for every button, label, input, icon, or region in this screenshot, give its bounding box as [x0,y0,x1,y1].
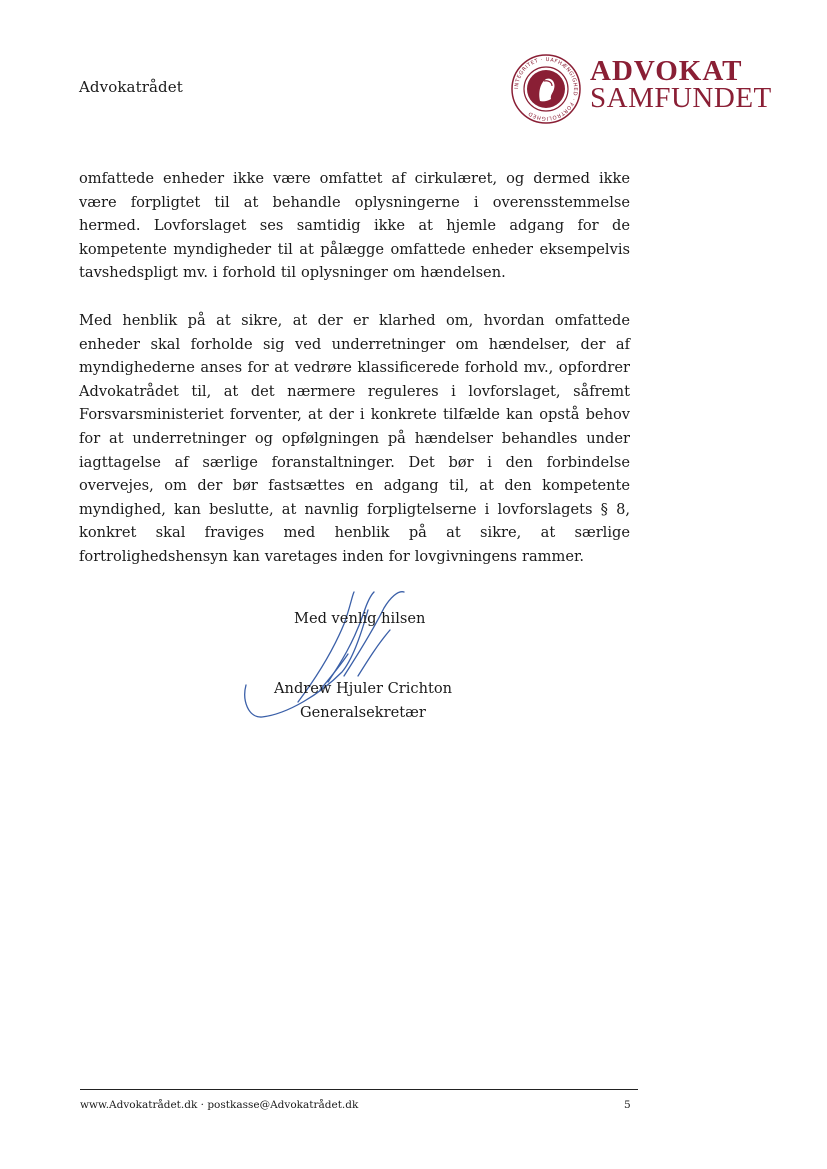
signatory-title: Generalsekretær [300,704,426,721]
footer-contact: www.Advokatrådet.dk · postkasse@Advokatrådet.dk [80,1099,359,1111]
closing-greeting: Med venlig hilsen [294,610,426,627]
signatory-name: Andrew Hjuler Crichton [274,680,453,697]
logo-line-1: ADVOKAT [590,55,743,87]
body-paragraph-1: omfattede enheder ikke være omfattet af cirkulæret, og dermed ikke være forpligtet til at behandle oplysningerne i overensstemmelse hermed. Lovforslaget ses samtidig ikke at hjemle adgang for de kompetente myndigheder til at pålægge omfattede enheder eksempelvis tavshedspligt mv. i forhold til oplysninger om hændelsen. [79,170,630,282]
header-org-name: Advokatrådet [79,78,183,96]
seal-text: INTEGRITET · UAFHÆNGIGHED · FORTROLIGHED [513,56,579,122]
advokatsamfundet-logo [510,53,790,123]
seal-emblem-icon [510,53,582,125]
logo-wordmark [590,57,772,113]
body-paragraph-2: Med henblik på at sikre, at der er klarhed om, hvordan omfattede enheder skal forholde sig ved underretninger om hændelser, der af myndighederne anses for at vedrøre klassificerede forhold mv., opfordrer Advokatrådet til, at det nærmere reguleres i lovforslaget, såfremt Forsvarsministeriet forventer, at der i konkrete tilfælde kan opstå behov for at underretninger og opfølgningen på hændelser behandles under iagttagelse af særlige foranstaltninger. Det bør i den forbindelse overvejes, om der bør fastsættes en adgang til, at den kompetente myndighed, kan beslutte, at navnlig forpligtelserne i lovforslagets § 8, konkret skal fraviges med henblik på at sikre, at særlige fortrolighedshensyn kan varetages inden for lovgivningens rammer. [79,312,630,565]
page-number: 5 [624,1099,631,1111]
closing-block [240,600,500,750]
footer-divider [80,1089,638,1090]
logo-line-2: SAMFUNDET [590,82,772,114]
